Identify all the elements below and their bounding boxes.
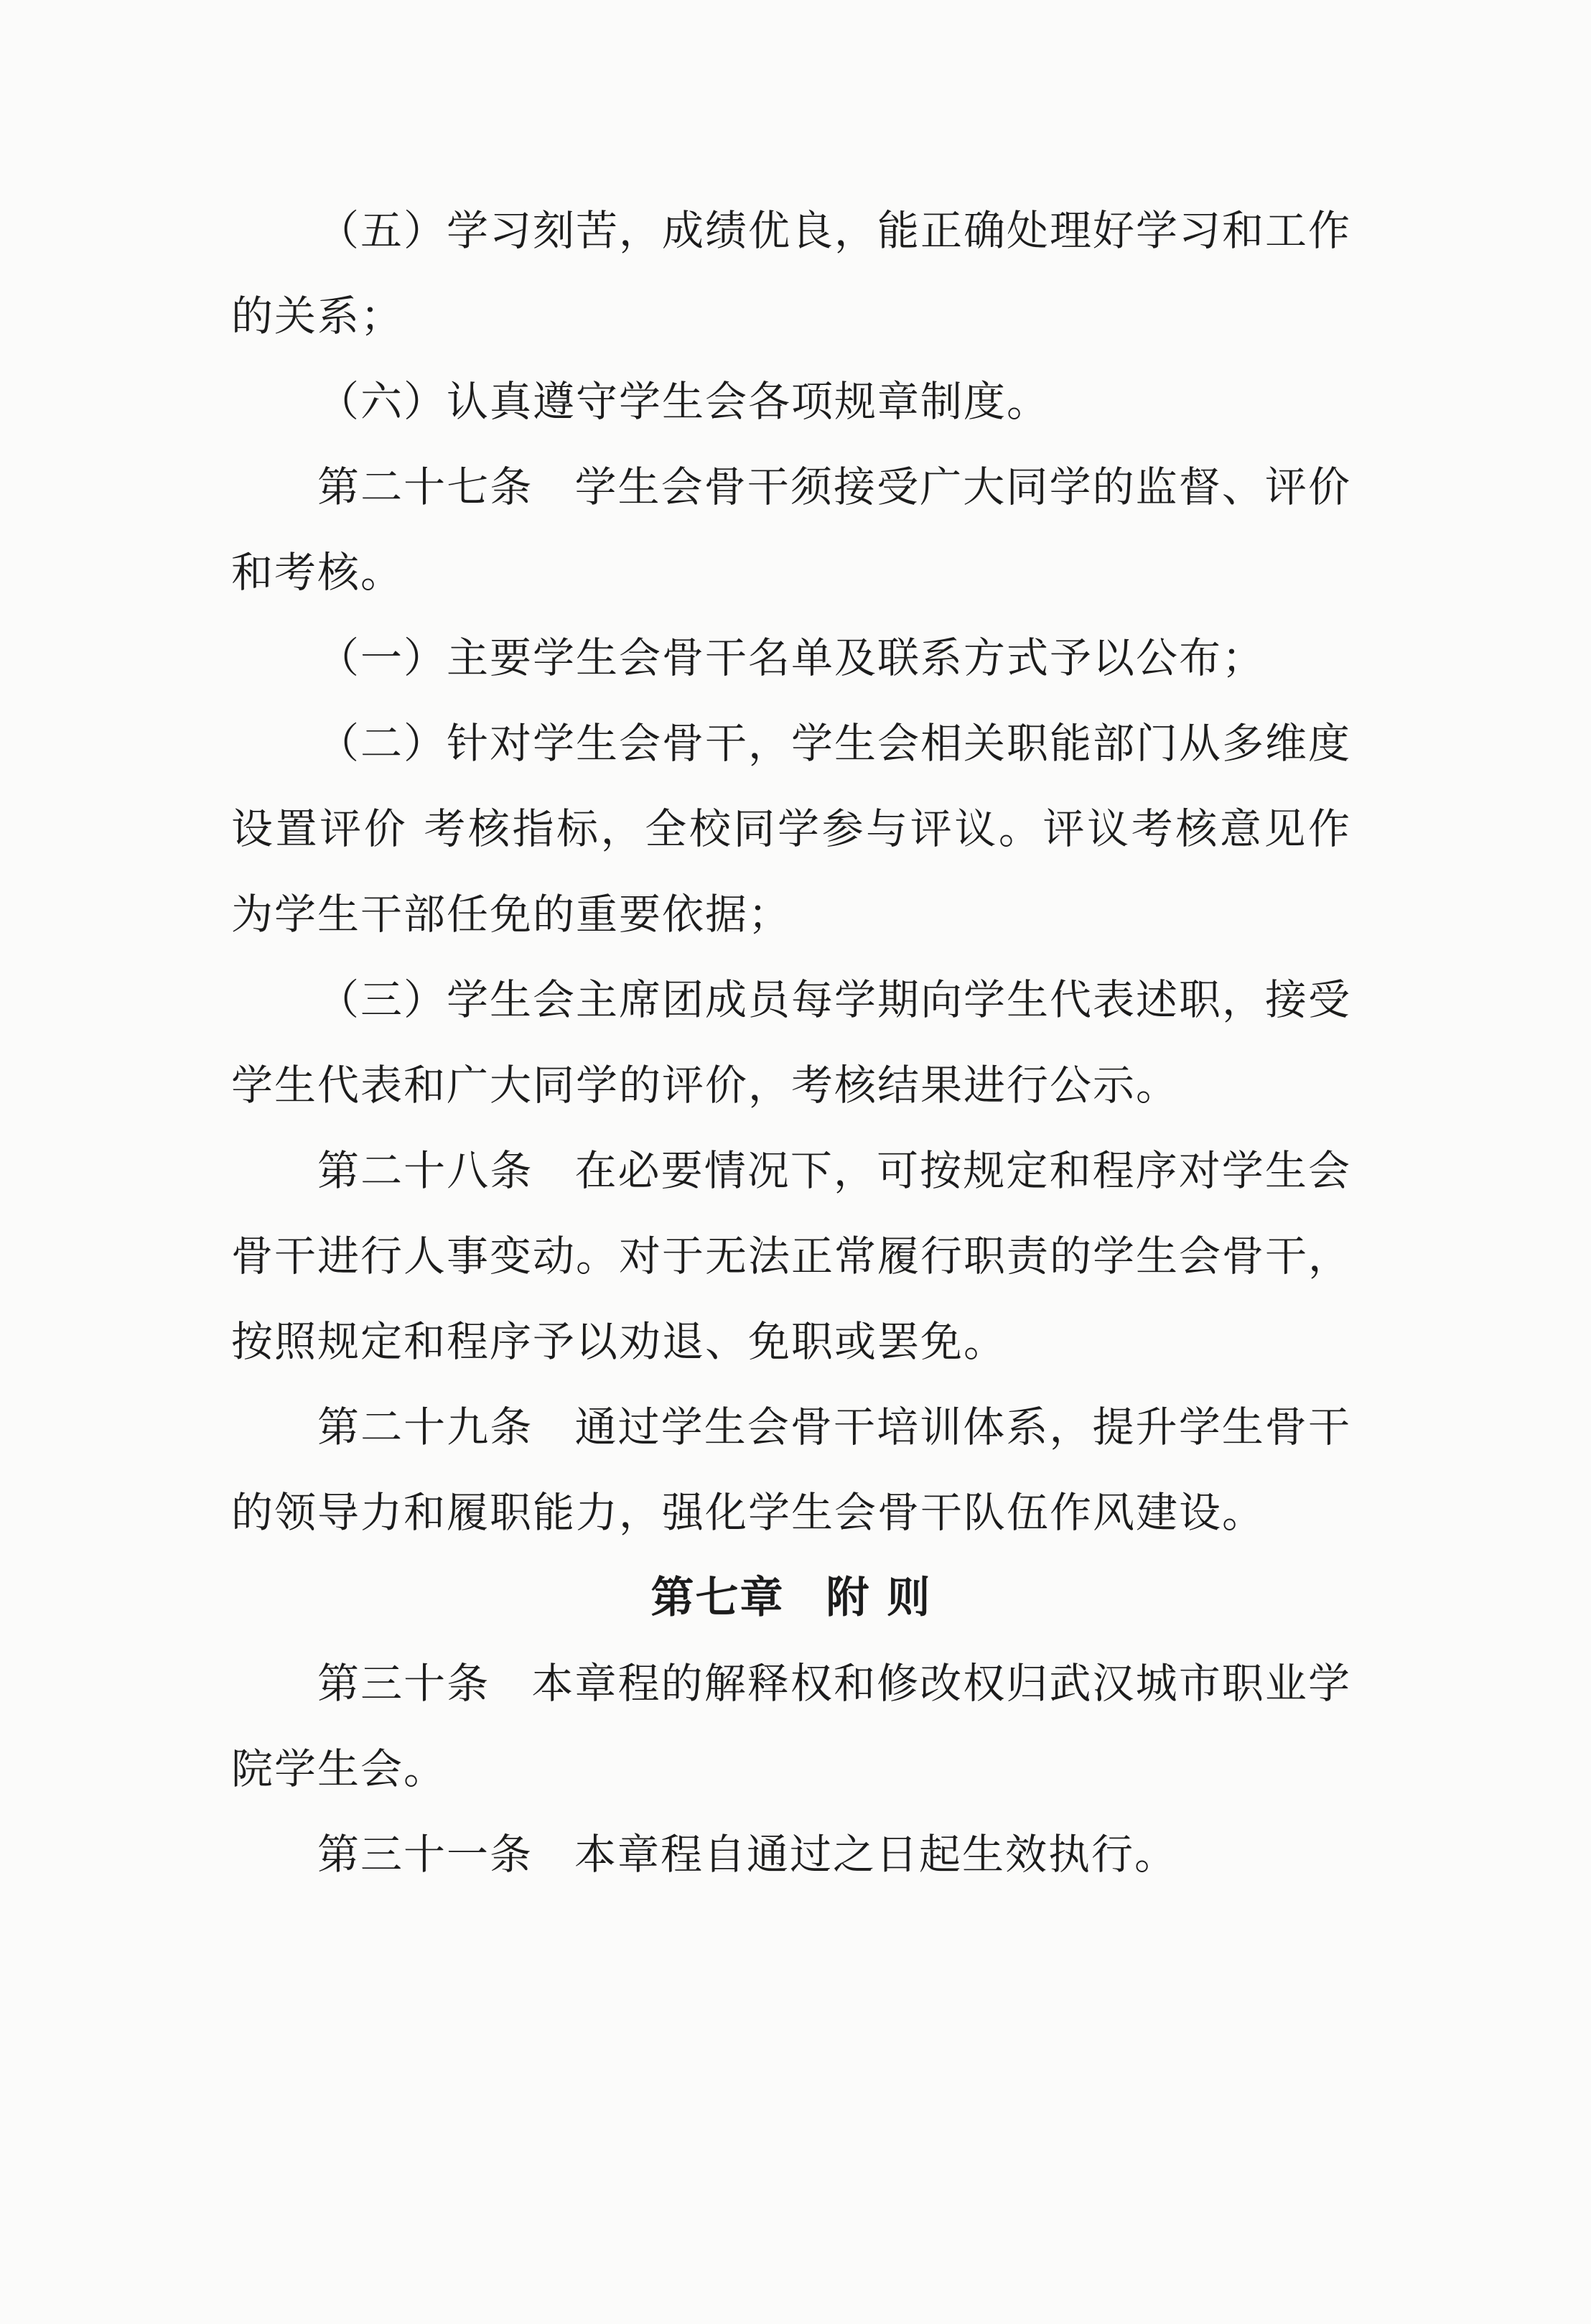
article-text: 本章程自通过之日起生效执行。 [574,1830,1178,1879]
chapter-heading [231,1556,1351,1641]
article-31 [231,1812,1351,1897]
chapter-title: 附 则 [826,1573,932,1623]
clause-item-3 [231,957,1351,1128]
clause-text: （五）学习刻苦，成绩优良，能正确处理好学习和工作的关系； [231,206,1352,340]
article-29 [231,1385,1351,1556]
document-body [231,188,1351,1897]
clause-text: （一）主要学生会骨干名单及联系方式予以公布； [317,633,1266,682]
article-number: 第二十八条 [317,1146,533,1195]
article-number: 第二十七条 [317,463,533,511]
clause-text: （二）针对学生会骨干，学生会相关职能部门从多维度设置评价 考核指标，全校同学参与评议。评议考核意见作为学生干部任免的重要依据； [231,719,1352,939]
clause-item-6 [231,359,1351,445]
clause-text: （三）学生会主席团成员每学期向学生代表述职，接受学生代表和广大同学的评价，考核结果进行公示。 [231,975,1352,1110]
article-30 [231,1641,1351,1812]
chapter-number: 第七章 [650,1573,785,1623]
article-number: 第三十一条 [317,1830,533,1879]
article-text: 学生会骨干须接受广大同学的监督、评价和考核。 [231,463,1351,597]
article-27 [231,445,1351,615]
clause-item-5 [231,188,1351,359]
clause-item-1 [231,615,1351,701]
article-28 [231,1128,1351,1385]
clause-text: （六）认真遵守学生会各项规章制度。 [317,377,1050,426]
article-number: 第三十条 [317,1659,490,1708]
article-text: 在必要情况下，可按规定和程序对学生会骨干进行人事变动。对于无法正常履行职责的学生会骨干，按照规定和程序予以劝退、免职或罢免。 [231,1146,1352,1366]
clause-item-2 [231,701,1351,957]
article-text: 本章程的解释权和修改权归武汉城市职业学院学生会。 [231,1659,1351,1793]
article-text: 通过学生会骨干培训体系，提升学生骨干的领导力和履职能力，强化学生会骨干队伍作风建设。 [231,1403,1351,1537]
article-number: 第二十九条 [317,1403,533,1451]
